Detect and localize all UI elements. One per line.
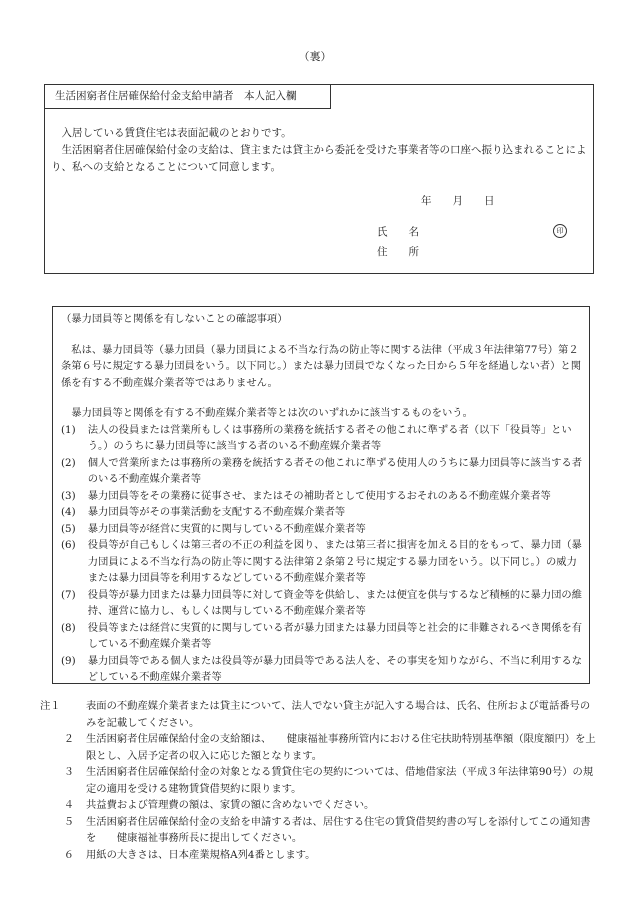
applicant-box-title: 生活困窮者住居確保給付金支給申請者 本人記入欄 xyxy=(45,85,331,109)
payment-consent-statement: 生活困窮者住居確保給付金の支給は、貸主または貸主から委託を受けた事業者等の口座へ振り込まれることにより、私への支給となることについて同意します。 xyxy=(51,144,587,173)
confirmation-title: （暴力団員等と関係を有しないことの確認事項） xyxy=(61,313,288,325)
definition-item: (1) 法人の役員または営業所もしくは事務所の業務を統括する者その他これに準ずる者（以下「役員等」という。）のうちに暴力団員等に該当する者のいる不動産媒介業者等 xyxy=(61,423,572,452)
applicant-entry-box xyxy=(44,84,594,274)
note-item: ４ 共益費および管理費の額は、家賃の額に含めないでください。 xyxy=(63,799,375,811)
date-field[interactable]: 年 月 日 xyxy=(421,195,495,207)
address-field[interactable]: 住 所 xyxy=(377,246,419,258)
anti-gang-confirmation-box xyxy=(52,306,590,684)
name-field[interactable]: 氏 名 xyxy=(377,226,419,238)
note-item: 注１ 表面の不動産媒介業者または貸主について、法人でない貸主が記入する場合は、氏名、住所および電話番号のみを記載してください。 xyxy=(40,700,591,729)
note-item: ６ 用紙の大きさは、日本産業規格A列4番とします。 xyxy=(63,848,316,861)
residence-statement: 入居している賃貸住宅は表面記載のとおりです。 xyxy=(61,127,292,139)
definition-item: (3) 暴力団員等をその業務に従事させ、またはその補助者として使用するおそれのある不動産媒介業者等 xyxy=(61,489,551,502)
definition-lead: 暴力団員等と関係を有する不動産媒介業者等とは次のいずれかに該当するものをいう。 xyxy=(71,407,473,419)
definition-item: (8) 役員等または経営に実質的に関与している者が暴力団または暴力団員等と社会的に非難されるべき関係を有している不動産媒介業者等 xyxy=(61,621,583,650)
definition-item: (7) 役員等が暴力団または暴力団員等に対して資金等を供給し、または便宜を供与するなど積極的に暴力団の維持、運営に協力し、もしくは関与している不動産媒介業者等 xyxy=(61,588,583,617)
definition-item: (9) 暴力団員等である個人または役員等が暴力団員等である法人を、その事実を知りながら、不当に利用するなどしている不動産媒介業者等 xyxy=(61,654,583,683)
page-side-label: （裏） xyxy=(298,50,332,63)
definition-list xyxy=(61,422,583,686)
note-item: ３ 生活困窮者住居確保給付金の対象となる賃貸住宅の契約については、借地借家法（平成３年法律第90号）の規定の適用を受ける建物賃貸借契約に限ります。 xyxy=(63,766,594,795)
note-item: ２ 生活困窮者住居確保給付金の支給額は、 健康福祉事務所管内における住宅扶助特別基準額（限度額円）を上限とし、入居予定者の収入に応じた額となります。 xyxy=(63,733,596,762)
applicant-box-body xyxy=(51,125,589,176)
definition-item: (5) 暴力団員等が経営に実質的に関与している不動産媒介業者等 xyxy=(61,522,366,535)
note-item: ５ 生活困窮者住居確保給付金の支給を申請する者は、居住する住宅の賃貸借契約書の写しを添付してこの通知書を 健康福祉事務所長に提出してください。 xyxy=(63,815,591,844)
notes-section xyxy=(40,698,600,863)
definition-item: (2) 個人で営業所または事務所の業務を統括する者その他これに準ずる使用人のうちに暴力団員等に該当する者のいる不動産媒介業者等 xyxy=(61,456,583,485)
definition-item: (6) 役員等が自己もしくは第三者の不正の利益を図り、または第三者に損害を加える目的をもって、暴力団（暴力団員による不当な行為の防止等に関する法律第２条第２号に規定する暴力団をいう。以下同じ。）の威力または暴力団員等を利用するなどしている不動産媒介業者等 xyxy=(61,539,582,584)
definition-item: (4) 暴力団員等がその事業活動を支配する不動産媒介業者等 xyxy=(61,506,346,518)
non-affiliation-declaration: 私は、暴力団員等（暴力団員（暴力団員による不当な行為の防止等に関する法律（平成３年法律第77号）第２条第６号に規定する暴力団員をいう。以下同じ。）または暴力団員でなくなった日から５年を経過しない者）と関係を有する不動産媒介業者等ではありません。 xyxy=(61,343,581,389)
seal-mark: 印 xyxy=(553,224,567,238)
